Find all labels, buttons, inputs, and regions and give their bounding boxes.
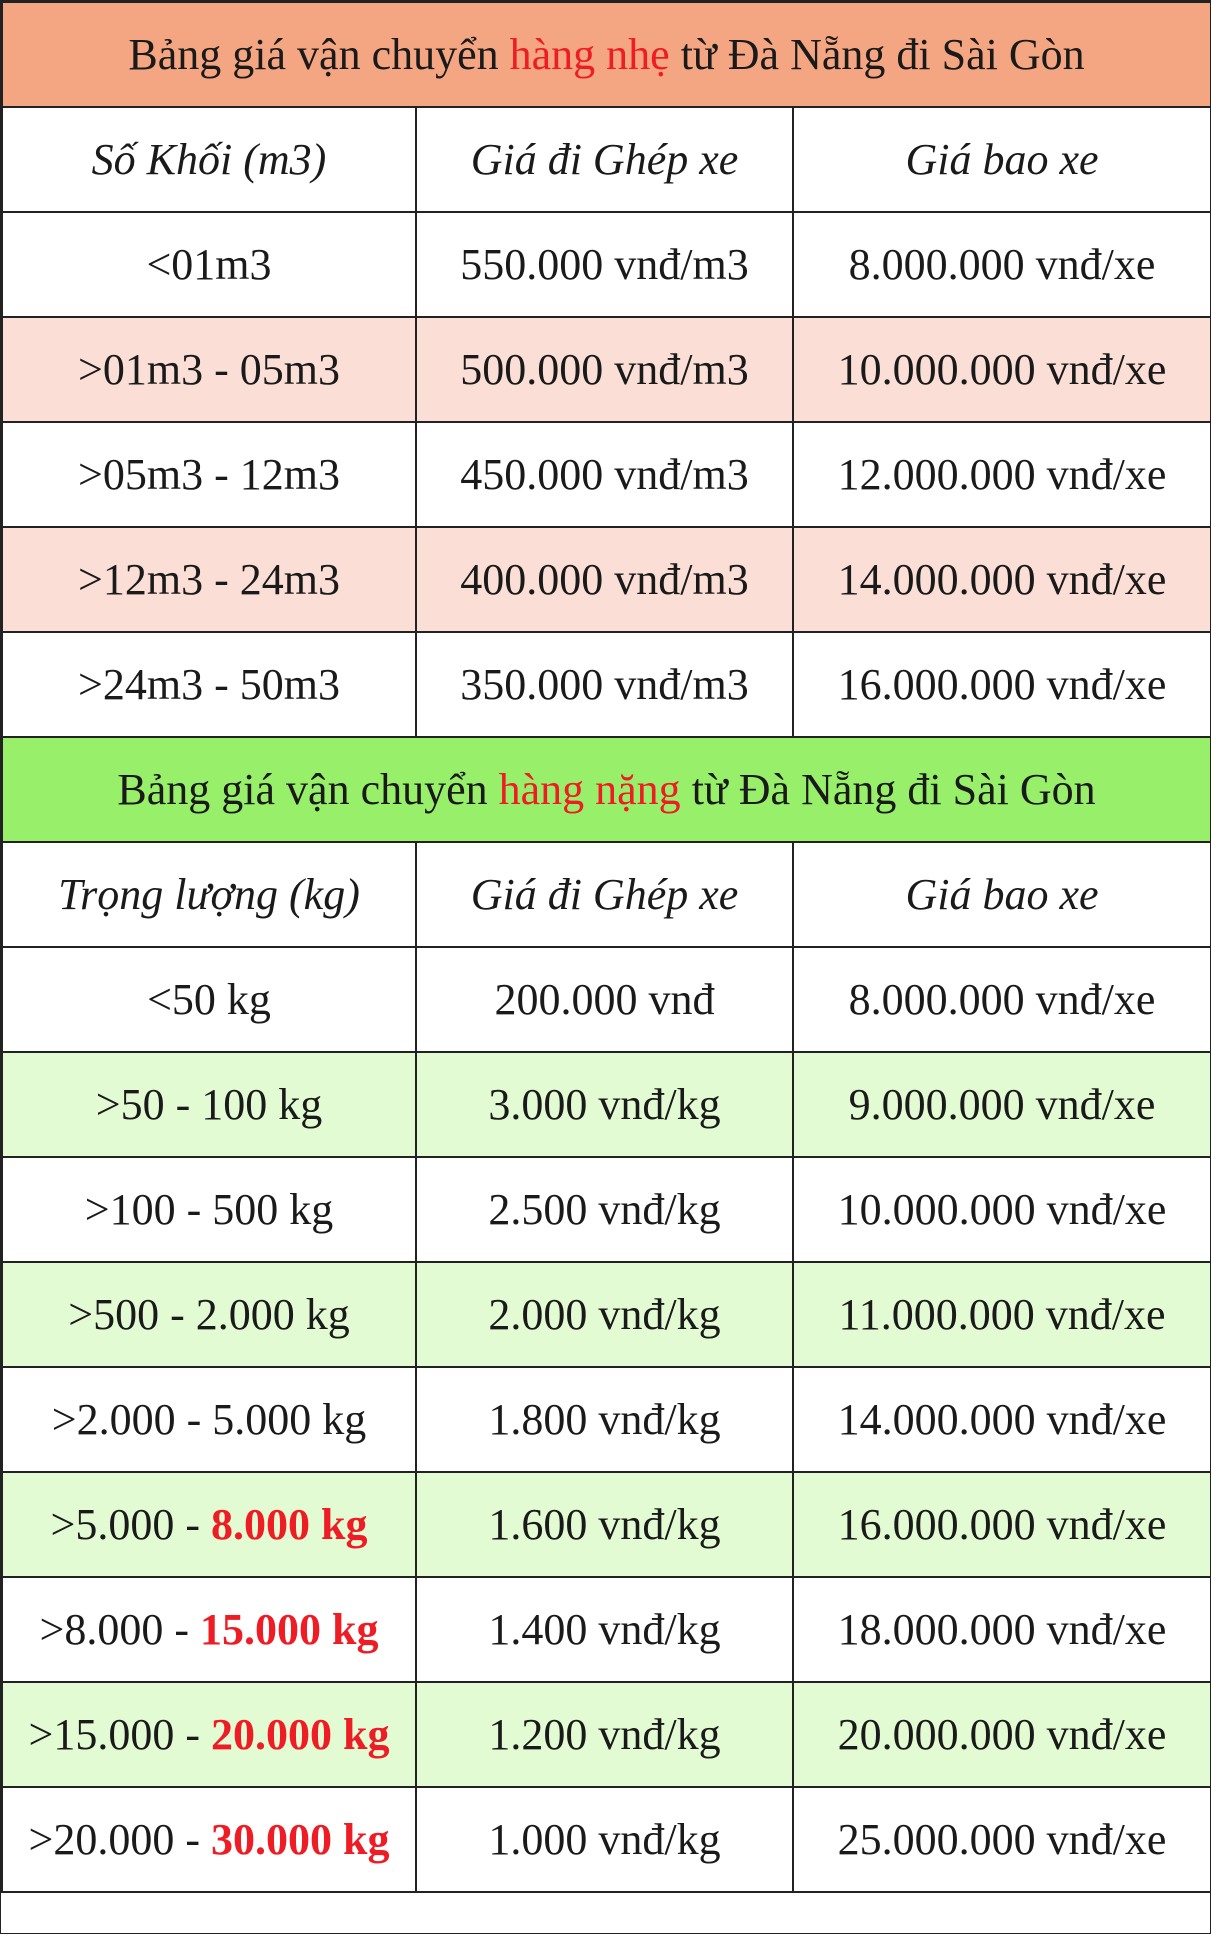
range-text: >20.000 -: [28, 1815, 211, 1864]
range-cell: [2, 1787, 416, 1892]
title-highlight: hàng nặng: [498, 765, 681, 814]
full-price-cell: 18.000.000 vnđ/xe: [793, 1577, 1211, 1682]
table-row: [2, 1577, 1211, 1682]
table-row: [2, 1052, 1211, 1157]
table-row: [2, 1367, 1211, 1472]
heavy-table-header-row: [2, 842, 1211, 947]
heavy-table-title: [2, 737, 1211, 842]
range-cell: [2, 1367, 416, 1472]
shared-price-cell: 3.000 vnđ/kg: [416, 1052, 793, 1157]
range-text: >500 - 2.000 kg: [68, 1290, 350, 1339]
shared-price-cell: 1.000 vnđ/kg: [416, 1787, 793, 1892]
full-price-cell: 8.000.000 vnđ/xe: [793, 947, 1211, 1052]
header-volume: Số Khối (m3): [2, 107, 416, 212]
shared-price-cell: 200.000 vnđ: [416, 947, 793, 1052]
range-emphasis: 15.000 kg: [199, 1605, 379, 1654]
table-row: [2, 947, 1211, 1052]
shared-price-cell: 1.200 vnđ/kg: [416, 1682, 793, 1787]
range-text: >5.000 -: [50, 1500, 211, 1549]
range-cell: >01m3 - 05m3: [2, 317, 416, 422]
range-cell: >24m3 - 50m3: [2, 632, 416, 737]
full-price-cell: 12.000.000 vnđ/xe: [793, 422, 1211, 527]
range-cell: >12m3 - 24m3: [2, 527, 416, 632]
full-price-cell: 16.000.000 vnđ/xe: [793, 632, 1211, 737]
range-text: >2.000 - 5.000 kg: [51, 1395, 367, 1444]
range-text: >8.000 -: [39, 1605, 200, 1654]
range-cell: [2, 1157, 416, 1262]
shared-price-cell: 2.500 vnđ/kg: [416, 1157, 793, 1262]
range-text: >100 - 500 kg: [84, 1185, 334, 1234]
table-row: [2, 1472, 1211, 1577]
range-text: >50 - 100 kg: [95, 1080, 323, 1129]
shipping-price-table: [1, 1, 1211, 1893]
table-row: [2, 422, 1211, 527]
shared-price-cell: 550.000 vnđ/m3: [416, 212, 793, 317]
range-cell: [2, 1262, 416, 1367]
full-price-cell: 10.000.000 vnđ/xe: [793, 1157, 1211, 1262]
range-emphasis: 30.000 kg: [210, 1815, 390, 1864]
shared-price-cell: 1.800 vnđ/kg: [416, 1367, 793, 1472]
shared-price-cell: 1.600 vnđ/kg: [416, 1472, 793, 1577]
light-table-title: [2, 2, 1211, 107]
table-row: [2, 1787, 1211, 1892]
range-cell: [2, 1052, 416, 1157]
table-row: [2, 317, 1211, 422]
full-price-cell: 14.000.000 vnđ/xe: [793, 1367, 1211, 1472]
range-text: <50 kg: [147, 975, 271, 1024]
header-shared-price: Giá đi Ghép xe: [416, 107, 793, 212]
range-cell: [2, 1682, 416, 1787]
shared-price-cell: 350.000 vnđ/m3: [416, 632, 793, 737]
full-price-cell: 11.000.000 vnđ/xe: [793, 1262, 1211, 1367]
range-emphasis: 20.000 kg: [210, 1710, 390, 1759]
table-row: [2, 1682, 1211, 1787]
range-text: >15.000 -: [28, 1710, 211, 1759]
header-full-truck-price: Giá bao xe: [793, 842, 1211, 947]
shared-price-cell: 400.000 vnđ/m3: [416, 527, 793, 632]
shared-price-cell: 2.000 vnđ/kg: [416, 1262, 793, 1367]
title-prefix: Bảng giá vận chuyển: [128, 30, 510, 79]
shared-price-cell: 1.400 vnđ/kg: [416, 1577, 793, 1682]
light-table-header-row: [2, 107, 1211, 212]
range-cell: <01m3: [2, 212, 416, 317]
table-row: [2, 212, 1211, 317]
table-row: [2, 632, 1211, 737]
full-price-cell: 25.000.000 vnđ/xe: [793, 1787, 1211, 1892]
table-row: [2, 527, 1211, 632]
header-weight: Trọng lượng (kg): [2, 842, 416, 947]
title-prefix: Bảng giá vận chuyển: [117, 765, 499, 814]
header-full-truck-price: Giá bao xe: [793, 107, 1211, 212]
light-table-title-row: [2, 2, 1211, 107]
range-emphasis: 8.000 kg: [210, 1500, 368, 1549]
full-price-cell: 9.000.000 vnđ/xe: [793, 1052, 1211, 1157]
shared-price-cell: 500.000 vnđ/m3: [416, 317, 793, 422]
title-suffix: từ Đà Nẵng đi Sài Gòn: [680, 765, 1096, 814]
range-cell: >05m3 - 12m3: [2, 422, 416, 527]
table-row: [2, 1157, 1211, 1262]
full-price-cell: 10.000.000 vnđ/xe: [793, 317, 1211, 422]
title-highlight: hàng nhẹ: [509, 30, 670, 79]
shared-price-cell: 450.000 vnđ/m3: [416, 422, 793, 527]
range-cell: [2, 1472, 416, 1577]
heavy-table-title-row: [2, 737, 1211, 842]
full-price-cell: 14.000.000 vnđ/xe: [793, 527, 1211, 632]
header-shared-price: Giá đi Ghép xe: [416, 842, 793, 947]
range-cell: [2, 947, 416, 1052]
full-price-cell: 16.000.000 vnđ/xe: [793, 1472, 1211, 1577]
full-price-cell: 20.000.000 vnđ/xe: [793, 1682, 1211, 1787]
title-suffix: từ Đà Nẵng đi Sài Gòn: [669, 30, 1085, 79]
full-price-cell: 8.000.000 vnđ/xe: [793, 212, 1211, 317]
range-cell: [2, 1577, 416, 1682]
table-row: [2, 1262, 1211, 1367]
